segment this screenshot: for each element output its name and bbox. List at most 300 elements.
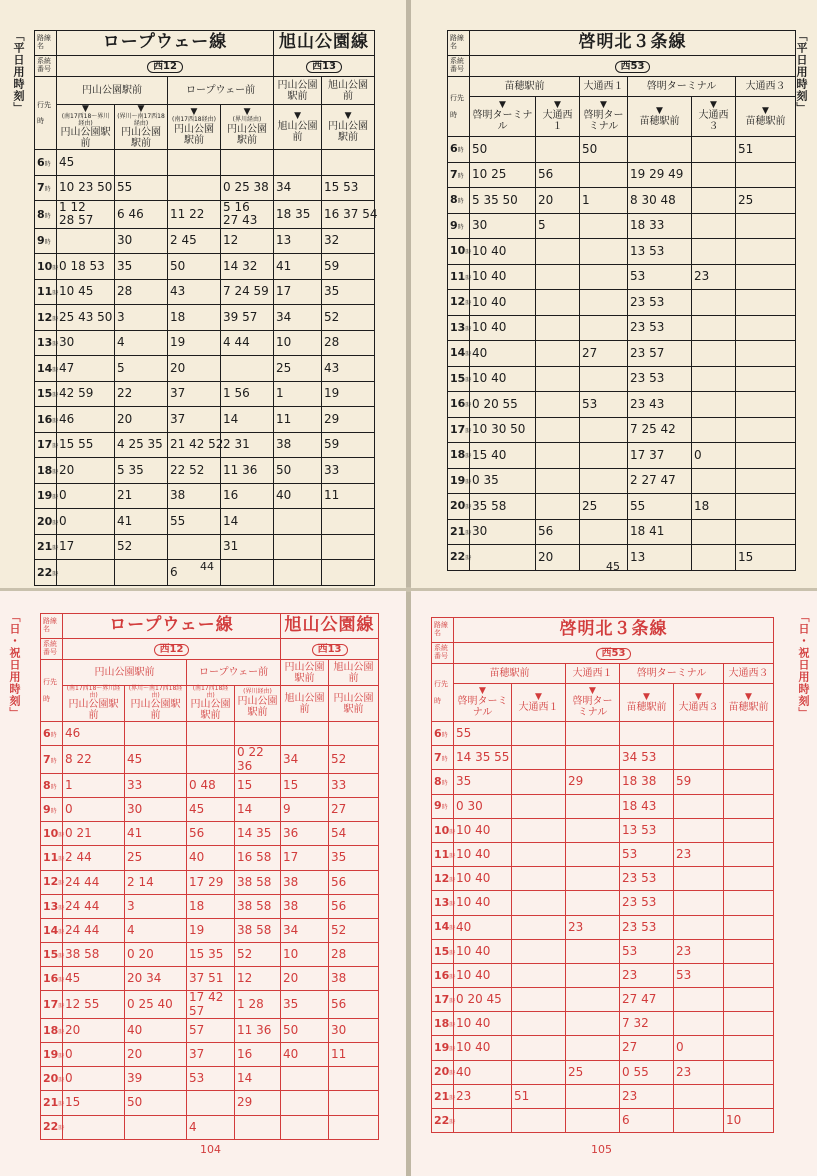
departure-cell: 30 [470, 519, 536, 545]
departure-cell: 29 [566, 770, 620, 794]
departure-cell: 16 37 54 [322, 201, 375, 228]
route-title: ロープウェー線 [57, 31, 274, 56]
departure-cell: 18 [692, 494, 736, 520]
departure-cell [566, 891, 620, 915]
hour-cell: 19 [43, 1047, 59, 1061]
departure-cell: 53 [187, 1067, 235, 1091]
departure-cell [187, 1091, 235, 1115]
page-number: 44 [200, 560, 214, 573]
departure-cell [566, 842, 620, 866]
departure-cell [329, 722, 379, 746]
departure-cell: 18 35 [274, 201, 322, 228]
departure-cell: 27 [329, 797, 379, 821]
departure-cell: 0 [692, 443, 736, 469]
arrow-down-icon: ▼ [243, 107, 251, 118]
departure-cell: 54 [329, 822, 379, 846]
hour-cell: 18 [37, 463, 53, 477]
departure-cell [566, 722, 620, 746]
departure-cell [566, 818, 620, 842]
departure-cell: 50 [470, 137, 536, 163]
hour-unit: 時 [58, 904, 65, 912]
departure-cell: 21 42 52 [168, 432, 221, 458]
departure-cell: 6 46 [115, 201, 168, 228]
group-header: 啓明ターミナル [646, 81, 717, 92]
departure-cell: 41 [274, 254, 322, 280]
departure-cell: 31 [221, 534, 274, 560]
departure-cell: 0 22 36 [235, 746, 281, 773]
departure-cell: 0 [57, 509, 115, 535]
departure-cell: 52 [329, 746, 379, 773]
departure-cell: 14 [221, 407, 274, 433]
departure-cell [580, 290, 628, 316]
departure-cell [724, 842, 774, 866]
departure-cell: 43 [322, 356, 375, 382]
departure-cell: 27 [620, 1036, 674, 1060]
arrow-down-icon: ▼ [762, 105, 769, 116]
departure-cell: 1 56 [221, 381, 274, 407]
hour-unit: 時 [441, 731, 448, 739]
destination-header: 大通西３ [698, 110, 729, 132]
arrow-down-icon: ▼ [344, 110, 352, 121]
hour-row [41, 943, 379, 967]
departure-cell [221, 150, 274, 176]
hour-row [432, 770, 774, 794]
departure-cell: 40 [454, 915, 512, 939]
departure-cell: 30 [57, 330, 115, 356]
departure-cell: 11 36 [221, 458, 274, 484]
departure-cell: 30 [115, 228, 168, 254]
hour-cell: 21 [434, 1089, 450, 1103]
arrow-down-icon: ▼ [589, 686, 596, 696]
hour-row [448, 239, 796, 265]
hour-row [41, 773, 379, 797]
hour-cell: 18 [450, 448, 466, 462]
hour-cell: 22 [43, 1120, 59, 1134]
hour-unit: 時 [465, 274, 472, 282]
destination-header: 円山公園駅前 [190, 699, 231, 722]
hour-unit: 時 [52, 341, 59, 349]
hour-unit: 時 [449, 876, 456, 884]
departure-cell: 13 53 [628, 239, 692, 265]
departure-cell: 38 58 [63, 943, 125, 967]
departure-cell: 0 30 [454, 794, 512, 818]
departure-cell: 12 [221, 228, 274, 254]
hour-unit: 時 [449, 949, 456, 957]
departure-cell: 18 33 [628, 213, 692, 239]
departure-cell [724, 988, 774, 1012]
departure-cell: 21 [115, 483, 168, 509]
hour-unit: 時 [44, 186, 51, 194]
arrow-down-icon: ▼ [535, 691, 542, 702]
departure-cell [580, 315, 628, 341]
departure-cell [329, 1115, 379, 1139]
hour-unit: 時 [457, 172, 464, 180]
hour-unit: 時 [44, 160, 51, 168]
hour-row [35, 356, 375, 382]
departure-cell: 23 53 [620, 891, 674, 915]
hour-unit: 時 [465, 325, 472, 333]
hour-cell: 15 [43, 947, 59, 961]
hour-row [448, 392, 796, 418]
departure-cell: 1 12 28 57 [57, 201, 115, 228]
hour-row [35, 534, 375, 560]
hour-unit: 時 [465, 351, 472, 359]
hour-cell: 9 [43, 802, 51, 816]
hour-unit: 時 [465, 427, 472, 435]
timetable-keimei-holiday [431, 617, 774, 1133]
hour-unit: 時 [465, 529, 472, 537]
route-note: (南17西18～界川経由) [61, 113, 110, 127]
departure-cell [274, 560, 322, 586]
departure-cell: 14 35 55 [454, 746, 512, 770]
hour-unit: 時 [449, 1070, 456, 1078]
departure-cell: 5 [115, 356, 168, 382]
hour-row [41, 822, 379, 846]
departure-cell [692, 366, 736, 392]
departure-cell: 23 57 [628, 341, 692, 367]
departure-cell: 34 [274, 305, 322, 331]
departure-cell: 38 [168, 483, 221, 509]
departure-cell: 5 35 [115, 458, 168, 484]
hour-cell: 13 [434, 896, 450, 910]
departure-cell: 15 35 [187, 943, 235, 967]
departure-cell [566, 1084, 620, 1108]
group-header: 苗穂駅前 [489, 668, 530, 679]
departure-cell [736, 213, 796, 239]
departure-cell: 32 [322, 228, 375, 254]
departure-cell: 37 51 [187, 967, 235, 991]
departure-cell: 33 [329, 773, 379, 797]
departure-cell: 38 [329, 967, 379, 991]
hour-row [41, 1067, 379, 1091]
departure-cell [235, 1115, 281, 1139]
departure-cell [692, 417, 736, 443]
departure-cell: 56 [329, 991, 379, 1018]
hour-unit: 時 [441, 756, 448, 763]
arrow-down-icon: ▼ [554, 100, 561, 110]
departure-cell: 41 [125, 822, 187, 846]
departure-cell [566, 1036, 620, 1060]
departure-cell [536, 468, 580, 494]
departure-cell [566, 963, 620, 987]
hour-row [41, 1018, 379, 1042]
hour-unit: 時 [449, 1094, 456, 1102]
hour-cell: 20 [43, 1072, 59, 1085]
hour-cell: 8 [37, 207, 45, 221]
hour-cell: 15 [37, 387, 53, 401]
departure-cell: 39 57 [221, 305, 274, 331]
departure-cell: 7 24 59 [221, 279, 274, 305]
departure-cell [168, 150, 221, 176]
departure-cell: 37 [187, 1043, 235, 1067]
hour-row [448, 213, 796, 239]
hour-cell: 9 [37, 234, 45, 248]
hour-unit: 時 [465, 478, 472, 486]
destination-label: 行先 [37, 100, 51, 109]
departure-cell: 18 [187, 894, 235, 918]
hour-unit: 時 [449, 925, 456, 933]
hour-cell: 15 [450, 371, 466, 385]
departure-cell [168, 175, 221, 201]
departure-cell [536, 392, 580, 418]
hour-cell: 11 [37, 285, 53, 299]
hour-cell: 17 [434, 992, 450, 1006]
hour-row [35, 432, 375, 458]
departure-cell: 23 53 [628, 315, 692, 341]
departure-cell [736, 417, 796, 443]
route-name-label: 路線名 [432, 618, 454, 643]
departure-cell: 11 [329, 1043, 379, 1067]
page-number: 105 [591, 1143, 612, 1156]
departure-cell: 6 [620, 1109, 674, 1133]
departure-cell [274, 509, 322, 535]
departure-cell [322, 509, 375, 535]
hour-unit: 時 [457, 198, 464, 206]
departure-cell: 36 [281, 822, 329, 846]
group-header: ロープウェー前 [198, 667, 269, 678]
departure-cell: 25 [736, 188, 796, 214]
departure-cell [692, 239, 736, 265]
hour-unit: 時 [449, 901, 456, 909]
departure-cell: 23 53 [620, 867, 674, 891]
departure-cell: 38 58 [235, 894, 281, 918]
hour-row [432, 722, 774, 746]
hour-cell: 10 [37, 259, 53, 273]
hour-cell: 19 [37, 489, 53, 503]
arrow-down-icon: ▼ [745, 691, 752, 702]
departure-cell: 28 [329, 943, 379, 967]
departure-cell: 18 41 [628, 519, 692, 545]
departure-cell: 10 40 [470, 366, 536, 392]
departure-cell: 24 44 [63, 870, 125, 894]
hour-cell: 11 [434, 847, 450, 861]
hour-unit: 時 [52, 443, 59, 451]
system-badge: 西13 [312, 644, 348, 657]
hour-unit: 時 [52, 468, 59, 476]
departure-cell [692, 315, 736, 341]
departure-cell [281, 1091, 329, 1115]
destination-header: 円山公園駅前 [237, 695, 278, 718]
hour-cell: 14 [37, 361, 53, 375]
destination-label: 行先 [450, 93, 464, 102]
hour-unit: 時 [50, 807, 57, 815]
departure-cell: 10 40 [454, 939, 512, 963]
destination-header: 啓明ターミナル [572, 696, 613, 718]
departure-cell: 14 32 [221, 254, 274, 280]
hour-row [41, 1043, 379, 1067]
hour-unit: 時 [52, 519, 59, 527]
departure-cell: 10 30 50 [470, 417, 536, 443]
departure-cell: 25 [566, 1060, 620, 1084]
departure-cell [322, 534, 375, 560]
hour-row [432, 1084, 774, 1108]
route-note: (界川経由) [243, 688, 272, 696]
departure-cell: 40 [281, 1043, 329, 1067]
departure-cell [580, 264, 628, 290]
departure-cell: 10 40 [470, 239, 536, 265]
departure-cell [536, 290, 580, 316]
departure-cell [674, 988, 724, 1012]
hour-label: 時 [450, 110, 457, 119]
holiday-side-label: 「日・祝日用時刻」 [797, 611, 810, 719]
departure-cell: 11 [322, 483, 375, 509]
departure-cell [692, 290, 736, 316]
departure-cell [566, 988, 620, 1012]
departure-cell [536, 341, 580, 367]
hour-row [448, 545, 796, 571]
arrow-down-icon: ▼ [137, 104, 145, 114]
group-header: 大通西１ [583, 81, 624, 92]
departure-cell [580, 443, 628, 469]
departure-cell: 38 [281, 870, 329, 894]
hour-unit: 時 [50, 732, 57, 739]
hour-cell: 16 [434, 968, 450, 982]
departure-cell [736, 162, 796, 188]
departure-cell: 20 [57, 458, 115, 484]
group-header: 大通西１ [572, 668, 613, 679]
arrow-down-icon: ▼ [710, 100, 717, 110]
hour-unit: 時 [58, 1028, 65, 1036]
departure-cell [724, 1012, 774, 1036]
departure-cell: 14 [221, 509, 274, 535]
hour-cell: 19 [434, 1041, 450, 1055]
hour-row [432, 915, 774, 939]
departure-cell: 0 55 [620, 1060, 674, 1084]
departure-cell [566, 867, 620, 891]
departure-cell [329, 1067, 379, 1091]
hour-row [432, 842, 774, 866]
arrow-down-icon: ▼ [82, 104, 89, 114]
departure-cell: 23 [674, 939, 724, 963]
departure-cell [512, 794, 566, 818]
departure-cell [536, 494, 580, 520]
hour-unit: 時 [449, 1022, 456, 1030]
hour-row [432, 794, 774, 818]
timetable-ropeway-asahiyama-weekday [34, 30, 378, 586]
hour-unit: 時 [465, 402, 472, 410]
departure-cell [674, 915, 724, 939]
arrow-down-icon: ▼ [656, 105, 663, 116]
hour-cell: 6 [37, 155, 45, 169]
departure-cell: 38 [281, 894, 329, 918]
page-45 [411, 0, 817, 588]
departure-cell: 20 [125, 1043, 187, 1067]
hour-cell: 17 [450, 422, 466, 436]
departure-cell [580, 366, 628, 392]
hour-row [35, 201, 375, 228]
hour-unit: 時 [52, 545, 59, 553]
hour-cell: 12 [37, 310, 53, 324]
hour-unit: 時 [58, 1101, 65, 1109]
hour-row [432, 939, 774, 963]
departure-cell [724, 770, 774, 794]
hour-row [41, 1091, 379, 1115]
departure-cell [692, 137, 736, 163]
hour-row [41, 846, 379, 870]
departure-cell: 38 [274, 432, 322, 458]
departure-cell: 46 [57, 407, 115, 433]
hour-row [41, 746, 379, 773]
departure-cell [724, 939, 774, 963]
departure-cell: 2 27 47 [628, 468, 692, 494]
departure-cell [628, 137, 692, 163]
hour-row [448, 468, 796, 494]
departure-cell: 15 55 [57, 432, 115, 458]
departure-cell [674, 1012, 724, 1036]
departure-cell: 35 [322, 279, 375, 305]
destination-header: 円山公園駅前 [227, 123, 268, 146]
hour-cell: 14 [450, 346, 466, 360]
departure-cell [512, 939, 566, 963]
departure-cell: 18 38 [620, 770, 674, 794]
departure-cell [692, 468, 736, 494]
departure-cell: 15 [63, 1091, 125, 1115]
departure-cell [512, 1109, 566, 1133]
arrow-down-icon: ▼ [479, 686, 486, 696]
departure-cell: 17 29 [187, 870, 235, 894]
hour-cell: 14 [43, 923, 59, 937]
departure-cell: 0 18 53 [57, 254, 115, 280]
departure-cell [580, 519, 628, 545]
departure-cell: 10 40 [454, 1012, 512, 1036]
departure-cell: 20 34 [125, 967, 187, 991]
hour-unit: 時 [52, 494, 59, 502]
departure-cell: 19 [168, 330, 221, 356]
hour-unit: 時 [44, 212, 51, 220]
departure-cell: 55 [454, 722, 512, 746]
departure-cell: 7 25 42 [628, 417, 692, 443]
weekday-side-label: 「平日用時刻」 [795, 30, 808, 114]
departure-cell [724, 915, 774, 939]
hour-cell: 13 [450, 320, 466, 334]
departure-cell: 15 [736, 545, 796, 571]
departure-cell: 10 23 50 [57, 175, 115, 201]
departure-cell: 43 [168, 279, 221, 305]
departure-cell: 41 [115, 509, 168, 535]
hour-unit: 時 [465, 376, 472, 384]
departure-cell: 34 [274, 175, 322, 201]
hour-row [448, 137, 796, 163]
departure-cell: 56 [329, 870, 379, 894]
departure-cell [536, 417, 580, 443]
group-header: 円山公園駅前 [284, 661, 325, 684]
departure-cell: 5 [536, 213, 580, 239]
departure-cell: 0 20 55 [470, 392, 536, 418]
departure-cell: 40 [187, 846, 235, 870]
hour-row [35, 279, 375, 305]
departure-cell: 40 [125, 1018, 187, 1042]
hour-cell: 8 [450, 193, 458, 207]
departure-cell: 0 20 [125, 943, 187, 967]
system-badge: 西53 [596, 648, 632, 661]
hour-unit: 時 [449, 1118, 456, 1126]
hour-unit: 時 [52, 264, 59, 272]
departure-cell: 53 [620, 939, 674, 963]
departure-cell [692, 162, 736, 188]
departure-cell: 5 35 50 [470, 188, 536, 214]
destination-header: 啓明ターミナル [457, 696, 508, 718]
destination-header: 円山公園駅前 [333, 692, 374, 715]
departure-cell [566, 1109, 620, 1133]
system-badge: 西12 [154, 644, 190, 657]
departure-cell: 10 25 [470, 162, 536, 188]
route-note: (南17西18経由) [192, 685, 229, 699]
hour-cell: 12 [450, 295, 466, 309]
departure-cell [235, 722, 281, 746]
hour-cell: 14 [434, 920, 450, 934]
hour-unit: 時 [465, 453, 472, 461]
weekday-side-label: 「平日用時刻」 [12, 30, 25, 114]
